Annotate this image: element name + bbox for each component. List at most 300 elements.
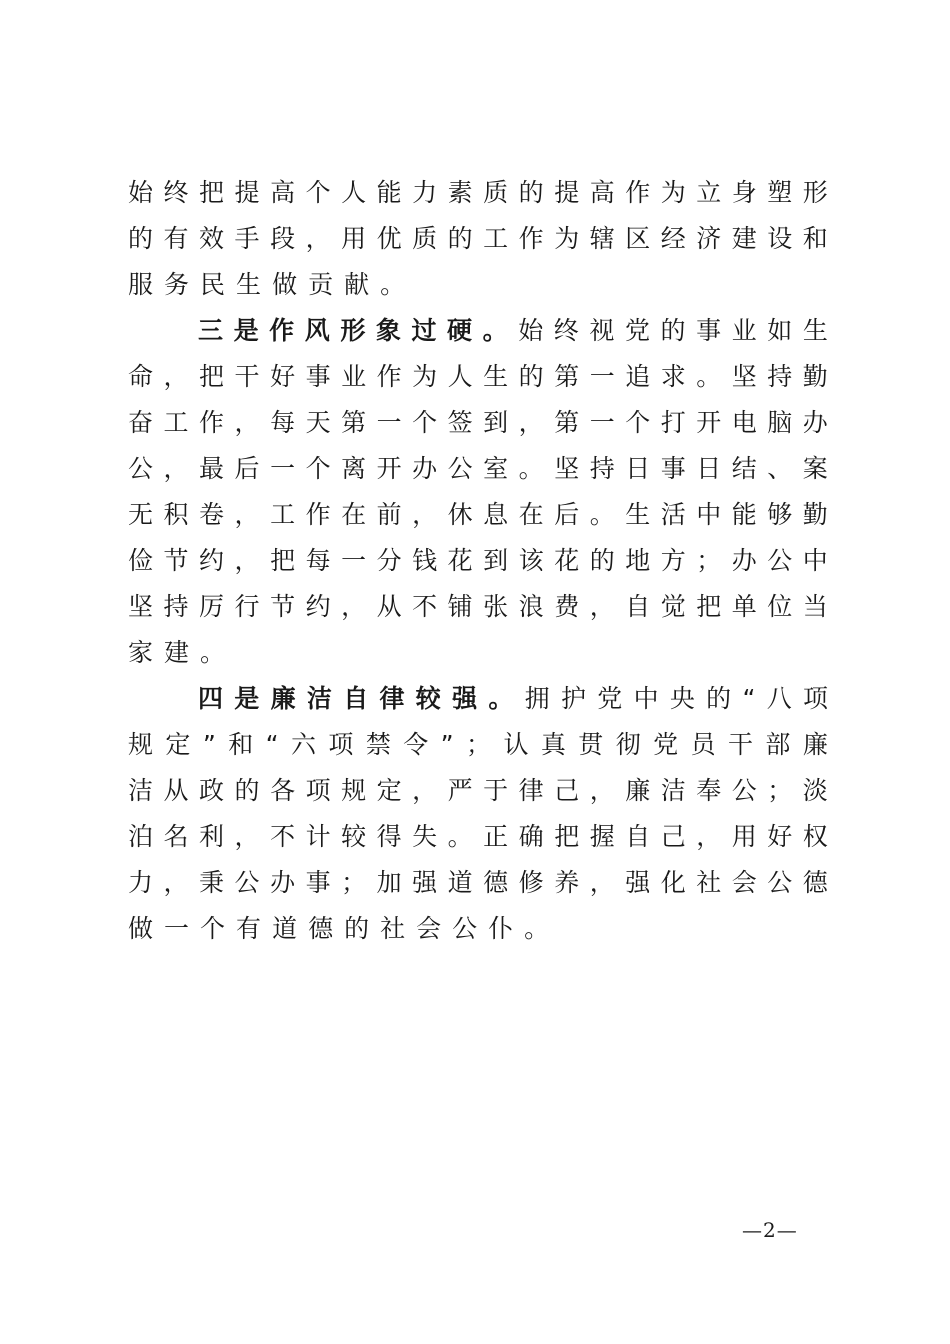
text-char: 服 [128, 270, 165, 299]
text-char: 廉 [802, 730, 828, 759]
text-line [128, 170, 828, 216]
heading-char: 风 [304, 316, 330, 345]
text-char: 钱 [412, 546, 438, 575]
text-char: 公 [452, 914, 489, 943]
text-char: 规 [341, 776, 367, 805]
text-char: 德 [308, 914, 345, 943]
text-char: ； [466, 730, 492, 759]
text-char: 节 [163, 546, 189, 575]
text-char: 自 [625, 822, 651, 851]
text-char: 好 [270, 362, 296, 391]
text-char: 每 [270, 408, 296, 437]
text-char: 禁 [365, 730, 391, 759]
text-char: 严 [447, 776, 473, 805]
text-char: 第 [341, 408, 367, 437]
text-char: 单 [731, 592, 757, 621]
text-char: 事 [660, 454, 686, 483]
text-char: 辖 [589, 224, 615, 253]
text-char: 日 [625, 454, 651, 483]
text-char: 名 [163, 822, 189, 851]
text-char: 和 [228, 730, 254, 759]
text-char: 和 [802, 224, 828, 253]
text-line [128, 308, 828, 354]
text-char: 结 [731, 454, 757, 483]
text-char: 家 [128, 638, 165, 667]
text-char: 活 [660, 500, 686, 529]
text-char: 公 [731, 776, 757, 805]
text-char: 。 [589, 500, 615, 529]
heading-char: 洁 [306, 684, 332, 713]
text-char: 道 [447, 868, 473, 897]
text-char: 贯 [578, 730, 604, 759]
text-char: 质 [412, 224, 438, 253]
body-text [128, 170, 828, 952]
text-char: 干 [234, 362, 260, 391]
text-char: 能 [731, 500, 757, 529]
text-char: 奋 [128, 408, 154, 437]
text-char: 厉 [199, 592, 225, 621]
text-char: 分 [376, 546, 402, 575]
text-char: 位 [767, 592, 793, 621]
text-char: 社 [380, 914, 417, 943]
text-char: 。 [524, 914, 561, 943]
text-char: ， [163, 362, 189, 391]
text-char: 洁 [660, 776, 686, 805]
text-char: 一 [589, 362, 615, 391]
text-char: 工 [163, 408, 189, 437]
text-char: 身 [731, 178, 757, 207]
text-line [128, 630, 828, 676]
text-char: 公 [447, 454, 473, 483]
text-char: 真 [540, 730, 566, 759]
text-char: 作 [625, 178, 651, 207]
text-char: 建 [731, 224, 757, 253]
text-line [128, 768, 828, 814]
text-char: 修 [518, 868, 544, 897]
text-char: 务 [164, 270, 201, 299]
text-char: 息 [483, 500, 509, 529]
heading-char: 是 [234, 684, 260, 713]
text-char: 公 [767, 546, 793, 575]
text-char: 第 [554, 362, 580, 391]
text-char: 不 [270, 822, 296, 851]
text-char: 秉 [199, 868, 225, 897]
text-line [128, 216, 828, 262]
text-char: 该 [518, 546, 544, 575]
text-char: ， [163, 454, 189, 483]
text-char: 后 [234, 454, 260, 483]
text-char: 浪 [518, 592, 544, 621]
text-char: 德 [802, 868, 828, 897]
text-char: 公 [234, 868, 260, 897]
text-char: 正 [483, 822, 509, 851]
text-char: 能 [376, 178, 402, 207]
text-char: 终 [163, 178, 189, 207]
text-char: 求 [660, 362, 686, 391]
text-char: ， [234, 408, 260, 437]
text-char: 花 [447, 546, 473, 575]
text-char: 段 [270, 224, 296, 253]
text-char: 。 [518, 454, 544, 483]
text-char: 济 [696, 224, 722, 253]
text-char: 的 [589, 546, 615, 575]
text-char: 经 [660, 224, 686, 253]
text-char: 计 [305, 822, 331, 851]
heading-char: 四 [198, 684, 224, 713]
text-char: ， [412, 776, 438, 805]
text-char: 护 [560, 684, 586, 713]
text-char: 中 [633, 684, 659, 713]
text-char: 项 [328, 730, 354, 759]
text-char: “ [265, 730, 279, 759]
text-char: 加 [376, 868, 402, 897]
text-char: 员 [690, 730, 716, 759]
text-char: 拥 [524, 684, 550, 713]
text-char: 后 [554, 500, 580, 529]
text-char: 做 [128, 914, 165, 943]
text-char: 为 [412, 362, 438, 391]
text-char: 社 [696, 868, 722, 897]
text-char: 在 [341, 500, 367, 529]
text-line [128, 262, 828, 308]
text-char: 的 [128, 224, 154, 253]
text-char: 。 [380, 270, 417, 299]
text-char: 化 [660, 868, 686, 897]
text-line [128, 538, 828, 584]
text-char: 电 [731, 408, 757, 437]
text-char: 形 [802, 178, 828, 207]
text-char: 养 [554, 868, 580, 897]
text-char: ” [440, 730, 454, 759]
text-char: 中 [696, 500, 722, 529]
text-char: 公 [128, 454, 154, 483]
text-char: 不 [412, 592, 438, 621]
text-char: ， [589, 592, 615, 621]
text-line [128, 814, 828, 860]
text-char: 地 [625, 546, 651, 575]
text-char: “ [742, 684, 756, 713]
text-char: ， [305, 224, 331, 253]
text-char: 为 [660, 178, 686, 207]
heading-char: 过 [411, 316, 437, 345]
text-char: 泊 [128, 822, 154, 851]
text-char: 日 [696, 454, 722, 483]
text-char: 八 [766, 684, 792, 713]
text-char: 生 [625, 500, 651, 529]
text-char: ； [767, 776, 793, 805]
text-char: 党 [653, 730, 679, 759]
heading-char: 硬 [447, 316, 473, 345]
text-char: 办 [412, 454, 438, 483]
text-char: 民 [200, 270, 237, 299]
heading-char: 形 [340, 316, 366, 345]
text-char: 命 [128, 362, 154, 391]
text-char: 办 [731, 546, 757, 575]
text-char: 部 [765, 730, 791, 759]
text-char: 建 [164, 638, 201, 667]
text-char: 从 [163, 776, 189, 805]
heading-char: 强 [452, 684, 478, 713]
text-char: 办 [270, 868, 296, 897]
text-line [128, 676, 828, 722]
text-char: 费 [554, 592, 580, 621]
text-char: 事 [305, 868, 331, 897]
text-char: 个 [305, 454, 331, 483]
text-char: 把 [199, 178, 225, 207]
text-char: 勤 [802, 500, 828, 529]
text-line [128, 584, 828, 630]
text-char: 有 [236, 914, 273, 943]
text-char: 强 [412, 868, 438, 897]
text-char: 持 [163, 592, 189, 621]
text-char: 好 [767, 822, 793, 851]
text-char: 力 [412, 178, 438, 207]
text-char: 高 [270, 178, 296, 207]
text-char: 卷 [199, 500, 225, 529]
text-char: 工 [270, 500, 296, 529]
text-char: ； [341, 868, 367, 897]
text-char: 案 [802, 454, 828, 483]
text-char: 手 [234, 224, 260, 253]
text-char: 个 [305, 178, 331, 207]
text-char: 每 [305, 546, 331, 575]
text-char: 脑 [767, 408, 793, 437]
text-char: 的 [660, 316, 686, 345]
text-char: 权 [802, 822, 828, 851]
text-char: ； [696, 546, 722, 575]
text-char: 作 [518, 224, 544, 253]
text-line [128, 906, 828, 952]
text-char: ， [234, 822, 260, 851]
text-char: 定 [165, 730, 191, 759]
text-char: 坚 [554, 454, 580, 483]
text-char: 人 [341, 178, 367, 207]
text-char: 业 [341, 362, 367, 391]
text-char: 室 [483, 454, 509, 483]
text-char: 强 [625, 868, 651, 897]
text-char: 张 [483, 592, 509, 621]
text-line [128, 446, 828, 492]
page-number: —2— [742, 1218, 798, 1242]
text-char: 约 [305, 592, 331, 621]
text-char: 干 [727, 730, 753, 759]
text-char: ， [518, 408, 544, 437]
heading-char: 象 [375, 316, 401, 345]
text-char: 。 [696, 362, 722, 391]
text-char: ， [163, 868, 189, 897]
text-char: 为 [554, 224, 580, 253]
text-char: ， [412, 500, 438, 529]
text-char: 彻 [615, 730, 641, 759]
text-char: 休 [447, 500, 473, 529]
text-char: 高 [589, 178, 615, 207]
text-char: 当 [802, 592, 828, 621]
text-char: 把 [696, 592, 722, 621]
text-char: 约 [199, 546, 225, 575]
text-char: 如 [767, 316, 793, 345]
text-char: 己 [660, 822, 686, 851]
text-char: 质 [483, 178, 509, 207]
text-char: 觉 [660, 592, 686, 621]
text-char: 提 [234, 178, 260, 207]
text-char: 定 [376, 776, 402, 805]
text-char: 方 [660, 546, 686, 575]
text-char: 个 [625, 408, 651, 437]
text-char: 得 [376, 822, 402, 851]
text-char: 到 [483, 408, 509, 437]
text-char: 党 [624, 316, 650, 345]
text-char: 献 [344, 270, 381, 299]
text-char: 到 [483, 546, 509, 575]
text-char: 第 [554, 408, 580, 437]
text-char: 把 [199, 362, 225, 391]
text-char: 的 [344, 914, 381, 943]
text-char: 勤 [802, 362, 828, 391]
text-char: 生 [236, 270, 273, 299]
text-char: 终 [553, 316, 579, 345]
text-char: 洁 [128, 776, 154, 805]
text-char: ， [589, 776, 615, 805]
text-char: 工 [483, 224, 509, 253]
text-line [128, 722, 828, 768]
text-char: ， [234, 546, 260, 575]
text-char: 一 [589, 408, 615, 437]
text-char: 天 [305, 408, 331, 437]
text-char: ， [341, 592, 367, 621]
text-char: 六 [290, 730, 316, 759]
text-char: 节 [270, 592, 296, 621]
text-char: 有 [163, 224, 189, 253]
text-char: 自 [625, 592, 651, 621]
text-char: 较 [341, 822, 367, 851]
text-char: 坚 [731, 362, 757, 391]
text-char: 把 [554, 822, 580, 851]
text-char: 积 [163, 500, 189, 529]
text-char: 够 [767, 500, 793, 529]
text-char: 失 [412, 822, 438, 851]
text-char: 效 [199, 224, 225, 253]
text-line [128, 860, 828, 906]
text-line [128, 492, 828, 538]
text-char: 的 [706, 684, 732, 713]
text-char: 在 [518, 500, 544, 529]
text-char: 利 [199, 822, 225, 851]
text-char: 一 [341, 546, 367, 575]
text-char: 会 [731, 868, 757, 897]
text-char: 生 [483, 362, 509, 391]
text-char: 一 [376, 408, 402, 437]
heading-char: 。 [488, 684, 514, 713]
text-char: 塑 [767, 178, 793, 207]
text-char: 令 [403, 730, 429, 759]
text-char: 确 [518, 822, 544, 851]
text-char: 铺 [447, 592, 473, 621]
text-char: 公 [767, 868, 793, 897]
text-char: 设 [767, 224, 793, 253]
text-char: 把 [270, 546, 296, 575]
text-char: 视 [589, 316, 615, 345]
text-char: 持 [589, 454, 615, 483]
text-char: 用 [731, 822, 757, 851]
text-char: 规 [128, 730, 154, 759]
text-char: 素 [447, 178, 473, 207]
text-char: 业 [731, 316, 757, 345]
text-char: 政 [199, 776, 225, 805]
text-char: 德 [483, 868, 509, 897]
heading-char: 作 [269, 316, 295, 345]
text-char: 一 [270, 454, 296, 483]
text-char: 作 [305, 500, 331, 529]
heading-char: 。 [482, 316, 508, 345]
text-char: 的 [234, 776, 260, 805]
text-char: 律 [518, 776, 544, 805]
text-char: 打 [660, 408, 686, 437]
text-char: 项 [305, 776, 331, 805]
text-char: 用 [341, 224, 367, 253]
text-char: 始 [518, 316, 544, 345]
text-char: 各 [270, 776, 296, 805]
text-char: 力 [128, 868, 154, 897]
text-char: ， [589, 868, 615, 897]
text-char: 前 [376, 500, 402, 529]
heading-char: 是 [233, 316, 259, 345]
text-char: 开 [376, 454, 402, 483]
text-char: 贡 [308, 270, 345, 299]
text-char: 办 [802, 408, 828, 437]
text-char: 开 [696, 408, 722, 437]
heading-char: 三 [198, 316, 224, 345]
text-char: 会 [416, 914, 453, 943]
text-char: 行 [234, 592, 260, 621]
text-char: 追 [625, 362, 651, 391]
text-char: 仆 [488, 914, 525, 943]
text-char: 立 [696, 178, 722, 207]
text-char: 签 [447, 408, 473, 437]
text-char: 项 [802, 684, 828, 713]
text-char: 个 [200, 914, 237, 943]
text-char: 中 [802, 546, 828, 575]
text-char: 一 [164, 914, 201, 943]
text-char: 淡 [802, 776, 828, 805]
text-char: 廉 [625, 776, 651, 805]
text-char: 央 [669, 684, 695, 713]
text-line [128, 354, 828, 400]
text-char: 奉 [696, 776, 722, 805]
heading-char: 较 [415, 684, 441, 713]
text-char: 花 [554, 546, 580, 575]
text-char: 道 [272, 914, 309, 943]
text-line [128, 400, 828, 446]
text-char: 党 [597, 684, 623, 713]
text-char: 、 [767, 454, 793, 483]
text-char: 己 [554, 776, 580, 805]
text-char: 离 [341, 454, 367, 483]
text-char: 事 [305, 362, 331, 391]
text-char: 个 [412, 408, 438, 437]
text-char: 区 [625, 224, 651, 253]
text-char: 于 [483, 776, 509, 805]
text-char: 坚 [128, 592, 154, 621]
text-char: ， [696, 822, 722, 851]
text-char: 持 [767, 362, 793, 391]
text-char: 无 [128, 500, 154, 529]
text-char: 提 [554, 178, 580, 207]
text-char: 的 [518, 362, 544, 391]
text-char: 。 [200, 638, 237, 667]
text-char: 认 [503, 730, 529, 759]
text-char: 事 [696, 316, 722, 345]
text-char: 人 [447, 362, 473, 391]
